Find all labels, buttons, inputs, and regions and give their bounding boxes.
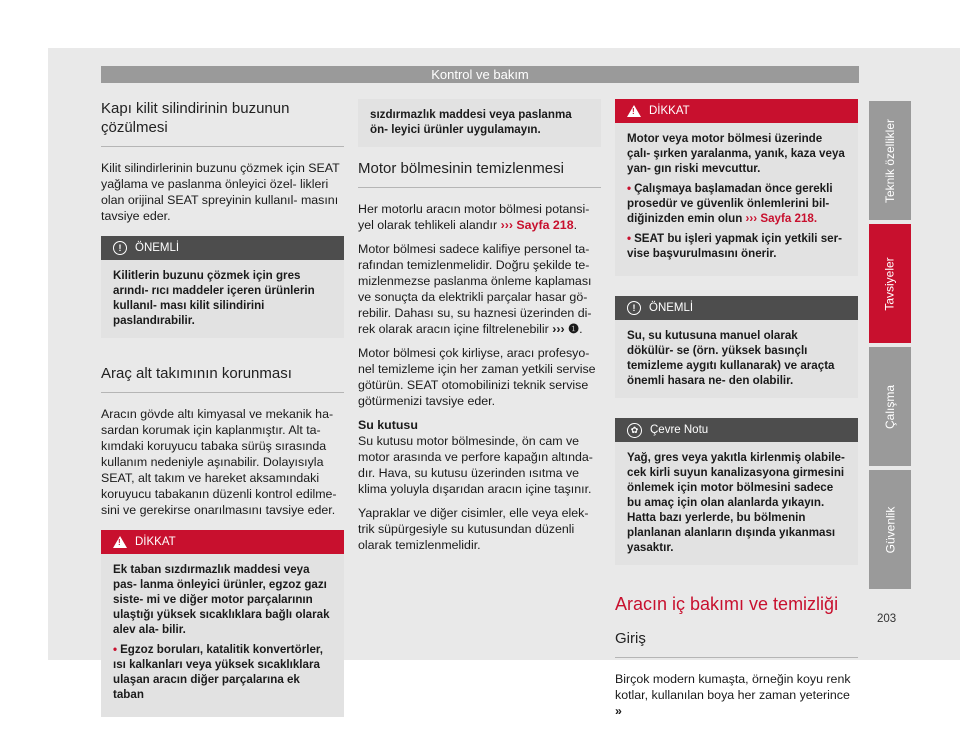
notice-header	[101, 236, 344, 260]
paragraph: Motor bölmesi sadece kalifiye personel ta- rafından temizlenmelidir. Doğru şekilde te- mizlenmezse paslanma önleme kaplaması ve sonuçta da elektrikli parçalar hasar gö- rebilir. Dahası su, su haznesi üzerinden di- rek olarak aracın içine filtrelenebilir ››› ❶.	[358, 242, 592, 336]
warning-header	[101, 530, 344, 554]
paragraph-text: Her motorlu aracın motor bölmesi potansi- yel olarak tehlikeli alandır	[358, 202, 590, 232]
subheading: Su kutusu	[358, 418, 418, 432]
info-icon: !	[113, 241, 127, 255]
warning-text: Ek taban sızdırmazlık maddesi veya pas- lanma önleyici ürünler, egzoz gazı siste- mi ve diğer motor parçalarının ulaştığı yüksek sıcaklıklara bağlı olarak alev ala- bilir.	[113, 563, 330, 636]
paragraph: Yapraklar ve diğer cisimler, elle veya elek- trik süpürgesiyle su kutusundan düzenli olarak temizlenmelidir.	[358, 506, 589, 552]
notice-header	[615, 296, 858, 320]
bullet-icon: •	[113, 643, 118, 656]
page-reference-link[interactable]: ››› Sayfa 218	[500, 218, 574, 232]
notice-box	[615, 296, 858, 398]
section-heading: Kapı kilit silindirinin buzunun çözülmesi	[101, 99, 344, 147]
column-1	[101, 99, 344, 737]
warning-header	[615, 99, 858, 123]
warning-body	[615, 123, 858, 276]
leaf-icon: ✿	[627, 423, 642, 438]
warning-bullet	[113, 642, 332, 702]
warning-bullet	[627, 231, 846, 261]
notice-body: Kilitlerin buzunu çözmek için gres arındı- rıcı maddeler içeren ürünlerin kullanıl- ması kilit silindirini paslandırabilir.	[113, 269, 315, 327]
tab-guvenlik[interactable]	[869, 470, 911, 589]
warning-icon	[627, 105, 641, 117]
section-heading: Araç alt takımının korunması	[101, 364, 344, 393]
warning-title: DİKKAT	[135, 536, 176, 548]
notice-title: ÖNEMLİ	[135, 242, 180, 254]
bullet-text: Egzoz boruları, katalitik konvertörler, ısı kalkanları veya yüksek sıcaklıklara ulaşan aracın diğer parçalarına ek taban	[113, 643, 324, 701]
paragraph: Motor bölmesi çok kirliyse, aracı profesyo- nel temizleme için her zaman yetkili servise götürün. SEAT otomobilinizi teknik servise götürmenizi tavsiye eder.	[358, 346, 596, 408]
paragraph: Her motorlu aracın motor bölmesi potansi- yel olarak tehlikeli alandır ››› Sayfa 218.	[358, 202, 590, 232]
notice-title: ÖNEMLİ	[649, 302, 694, 314]
continue-arrow-icon: »	[615, 704, 622, 718]
warning-icon	[113, 536, 127, 548]
environment-note-box	[615, 418, 858, 565]
section-heading: Motor bölmesinin temizlenmesi	[358, 159, 601, 188]
chapter-header: Kontrol ve bakım	[101, 66, 859, 83]
warning-box	[615, 99, 858, 276]
warning-body	[101, 554, 344, 717]
warning-box	[101, 530, 344, 717]
column-2	[358, 99, 601, 561]
section-heading: Giriş	[615, 629, 858, 658]
tab-label: Güvenlik	[883, 506, 897, 553]
warning-bullet	[627, 181, 846, 226]
notice-box	[101, 236, 344, 338]
tab-teknik-ozellikler[interactable]	[869, 101, 911, 220]
chapter-heading: Aracın iç bakımı ve temizliği	[615, 594, 839, 614]
warning-continuation: sızdırmazlık maddesi veya paslanma ön- leyici ürünler uygulamayın.	[358, 99, 601, 147]
page-number: 203	[877, 613, 897, 625]
environment-title: Çevre Notu	[650, 424, 709, 436]
bullet-text: SEAT bu işleri yapmak için yetkili ser- vise başvurulmasını önerir.	[627, 232, 842, 260]
tab-label: Çalışma	[883, 384, 898, 429]
tab-label: Teknik özellikler	[883, 118, 897, 203]
bullet-icon: •	[627, 182, 632, 195]
tab-calisma[interactable]	[869, 347, 911, 466]
warning-text: Motor veya motor bölmesi üzerinde çalı- şırken yaralanma, yanık, kaza veya yan- gın riski mevcuttur.	[627, 132, 845, 175]
paragraph: Su kutusu motor bölmesinde, ön cam ve motor arasında ve perfore kapağın altında- dır. Hava, su kutusu üzerinden ısıtma ve klima yoluyla dışarıdan aracın içine taşınır.	[358, 434, 593, 496]
paragraph-text: Birçok modern kumaşta, örneğin koyu renk kotlar, kullanılan boya her zaman yeterince	[615, 672, 851, 702]
page-reference-link[interactable]: ››› Sayfa 218.	[745, 212, 818, 225]
environment-body: Yağ, gres veya yakıtla kirlenmiş olabile- cek kirli suyun kanalizasyona girmesini önlemek için motor bölmesini sadece bu amaç için olan alanlarda yıkayın. Hatta bazı yerlerde, bu bölmenin planlanan alanların dışında yıkanması yasaktır.	[627, 451, 845, 554]
warning-title: DİKKAT	[649, 105, 690, 117]
bullet-text: Çalışmaya başlamadan önce gerekli prosedür ve güvenlik önlemlerini bil- diğinizden emin olun	[627, 182, 833, 225]
tab-label: Tavsiyeler	[883, 256, 898, 311]
column-3	[615, 99, 858, 727]
warning-reference-link[interactable]: ››› ❶	[552, 322, 580, 336]
environment-header	[615, 418, 858, 442]
tab-tavsiyeler[interactable]	[869, 224, 911, 343]
paragraph: Kilit silindirlerinin buzunu çözmek için SEAT yağlama ve paslanma önleyici özel- likleri olan orijinal SEAT spreyinin kullanıl- masını tavsiye eder.	[101, 161, 340, 223]
paragraph-text: Motor bölmesi sadece kalifiye personel ta- rafından temizlenmelidir. Doğru şekilde te- mizlenmezse paslanma önleme kaplaması ve sonuçta da elektrikli parçalar hasar gö- rebilir. Dahası su, su haznesi üzerinden di- rek olarak aracın içine filtrelenebilir	[358, 242, 592, 336]
notice-body: Su, su kutusuna manuel olarak dökülür- se (örn. yüksek basınçlı temizleme aygıtı kullanarak) ve araçta önemli hasara ne- den olabilir.	[627, 329, 835, 387]
bullet-icon: •	[627, 232, 632, 245]
info-icon: !	[627, 301, 641, 315]
paragraph: Aracın gövde altı kimyasal ve mekanik ha- sardan korumak için kaplanmıştır. Alt ta- kımdaki koruyucu tabaka sürüş sırasında kullanım nedeniyle aşınabilir. Dolayısıyla SEAT, alt takım ve hareket aksamındaki koruyucu tabakanın düzenli kontrol edilme- sini ve gerekirse onarılmasını tavsiye eder.	[101, 407, 337, 517]
paragraph	[615, 671, 858, 719]
